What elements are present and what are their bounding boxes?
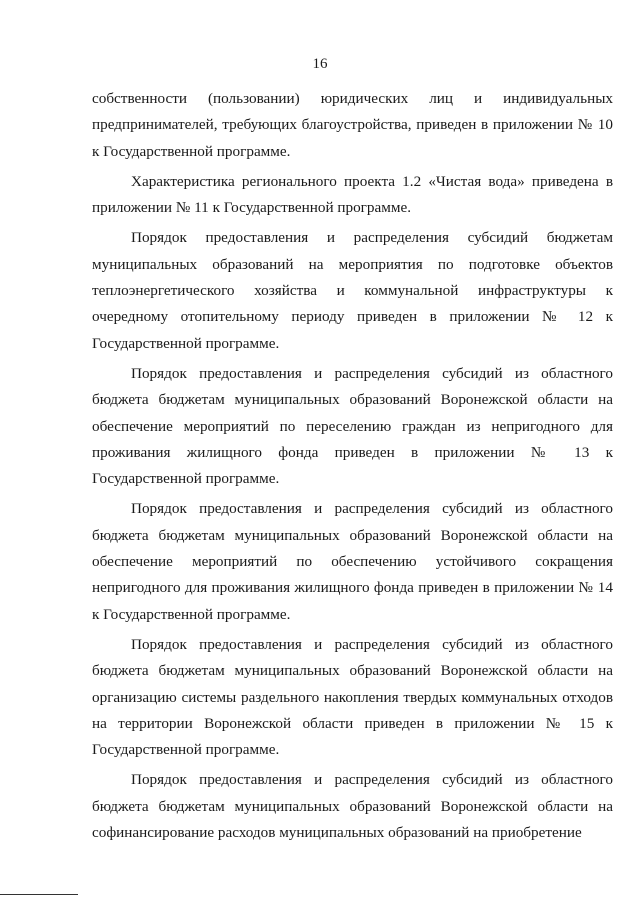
paragraph: Порядок предоставления и распределения субсидий из областного бюджета бюджетам муниципальных образований Воронежской области на организацию системы раздельного накопления твердых коммунальных отходов на территории Воронежской области приведен в приложении № 15 к Государственной программе.	[92, 635, 613, 759]
page-number: 16	[312, 56, 328, 72]
paragraph: Порядок предоставления и распределения субсидий из областного бюджета бюджетам муниципальных образований Воронежской области на софинансирование расходов муниципальных образований на приобретение	[92, 771, 613, 842]
paragraph: Порядок предоставления и распределения субсидий из областного бюджета бюджетам муниципальных образований Воронежской области на обеспечение мероприятий по переселению граждан из непригодного для проживания жилищного фонда приведен в приложении № 13 к Государственной программе.	[92, 364, 613, 488]
paragraph-continuation: собственности (пользовании) юридических лиц и индивидуальных предпринимателей, требующих благоустройства, приведен в приложении № 10 к Государственной программе.	[92, 90, 613, 160]
document-body	[92, 86, 613, 850]
footer-divider	[0, 894, 78, 895]
paragraph: Порядок предоставления и распределения субсидий из областного бюджета бюджетам муниципальных образований Воронежской области на обеспечение мероприятий по обеспечению устойчивого сокращения непригодного для проживания жилищного фонда приведен в приложении № 14 к Государственной программе.	[92, 500, 613, 623]
paragraph: Характеристика регионального проекта 1.2 «Чистая вода» приведена в приложении № 11 к Государственной программе.	[92, 172, 613, 217]
paragraph: Порядок предоставления и распределения субсидий бюджетам муниципальных образований на мероприятия по подготовке объектов теплоэнергетического хозяйства и коммунальной инфраструктуры к очередному отопительному периоду приведен в приложении № 12 к Государственной программе.	[92, 229, 613, 352]
